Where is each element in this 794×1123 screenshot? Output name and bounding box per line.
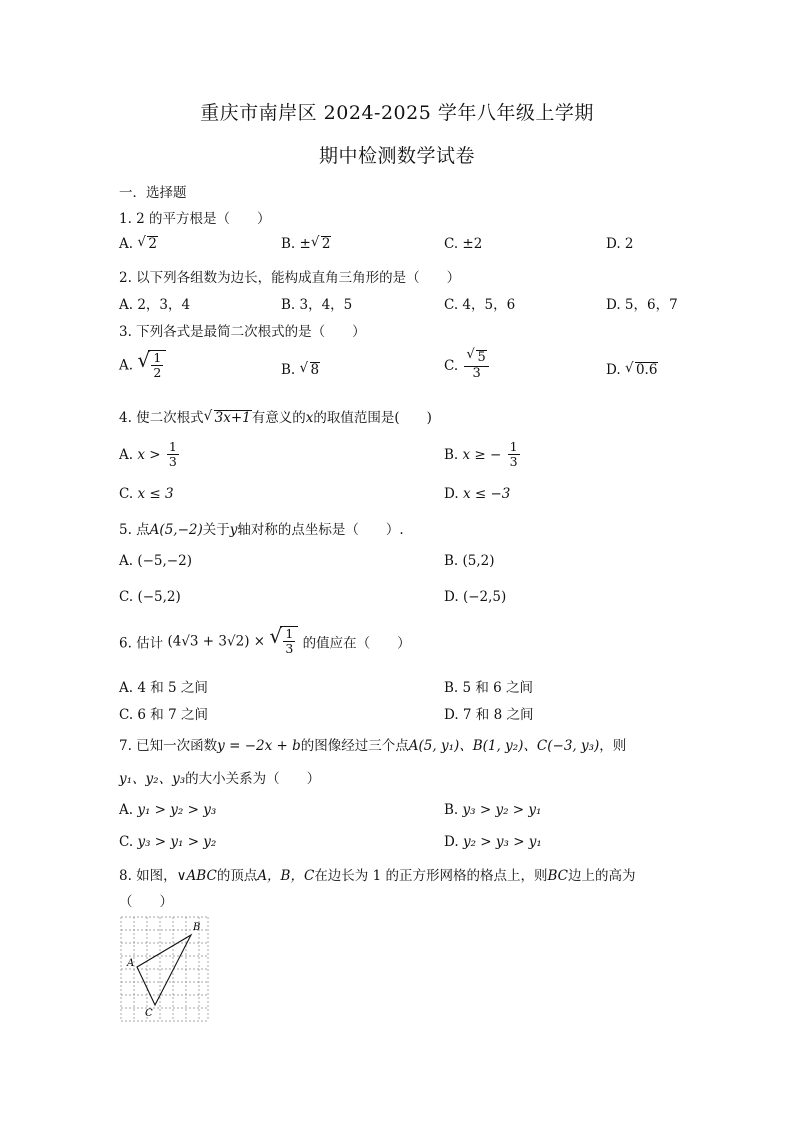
q1-option-a: A. √ 2: [119, 236, 158, 252]
question-4-stem: 4. 使二次根式√ 3x+1有意义的x的取值范围是( ): [119, 406, 432, 426]
q3-option-b: B. √ 8: [281, 362, 320, 378]
q7-option-c: C. y₃ > y₁ > y₂: [119, 834, 217, 850]
question-2-stem: 2. 以下列各组数为边长，能构成直角三角形的是（ ）: [119, 270, 461, 286]
q5-option-b: B. (5,2): [444, 553, 495, 569]
q4-option-b: B. x ≥ − $\frac{1}{3}$: [444, 439, 518, 470]
exam-title-line1: 重庆市南岸区 2024-2025 学年八年级上学期: [200, 102, 594, 124]
q1-option-d: D. 2: [606, 236, 634, 252]
q5-option-c: C. (−5,2): [119, 589, 181, 605]
q6-option-b: B. 5 和 6 之间: [444, 680, 534, 696]
q7-option-a: A. y₁ > y₂ > y₃: [119, 802, 217, 818]
exam-title-line2: 期中检测数学试卷: [318, 145, 475, 167]
q5-option-a: A. (−5,−2): [119, 553, 192, 569]
section-heading: 一．选择题: [119, 185, 187, 201]
q3-option-c: C. √ $\frac{5}{3}$: [444, 350, 491, 382]
question-8-stem-line2: （ ）: [119, 894, 173, 910]
vertex-label-a: A: [127, 958, 135, 969]
triangle-abc: [137, 935, 191, 1005]
q4-option-a: A. x > $\frac{1}{3}$: [119, 439, 177, 470]
q3-option-a: A. √ $\frac{1}{2}$: [119, 350, 166, 381]
q6-option-d: D. 7 和 8 之间: [444, 707, 534, 723]
q2-option-d: D. 5，6，7: [606, 297, 678, 313]
q2-option-c: C. 4，5，6: [444, 297, 516, 313]
q1-option-b: B. ±√ 2: [281, 236, 331, 252]
vertex-label-c: C: [145, 1008, 153, 1019]
question-1-stem: 1. 2 的平方根是（ ）: [119, 211, 271, 227]
q3-option-d: D. √ 0.6: [606, 362, 658, 378]
q7-option-d: D. y₂ > y₃ > y₁: [444, 834, 542, 850]
question-5-stem: 5. 点A(5,−2)关于y轴对称的点坐标是（ ）.: [119, 522, 404, 538]
question-8-stem: 8. 如图，∨ABC的顶点A，B，C在边长为 1 的正方形网格的格点上，则BC边上的高为: [119, 868, 636, 884]
q2-option-a: A. 2，3，4: [119, 297, 191, 313]
q4-option-c: C. x ≤ 3: [119, 486, 174, 502]
question-7-stem-line2: y₁、y₂、y₃的大小关系为（ ）: [119, 771, 321, 787]
q2-option-b: B. 3，4，5: [281, 297, 353, 313]
q7-option-b: B. y₃ > y₂ > y₁: [444, 802, 542, 818]
question-6-stem: 6. 估计 (4√3 + 3√2) × √ $\frac{1}{3}$ 的值应在（ ）: [119, 626, 411, 657]
q5-option-d: D. (−2,5): [444, 589, 507, 605]
q1-option-c: C. ±2: [444, 236, 483, 252]
question-7-stem: 7. 已知一次函数y = −2x + b的图像经过三个点A(5, y₁)、B(1, y₂)、C(−3, y₃)，则: [119, 738, 627, 754]
triangle-grid-figure: [119, 915, 211, 1025]
q6-option-c: C. 6 和 7 之间: [119, 707, 208, 723]
question-3-stem: 3. 下列各式是最简二次根式的是（ ）: [119, 324, 366, 340]
vertex-label-b: B: [193, 922, 201, 933]
q4-option-d: D. x ≤ −3: [444, 486, 511, 502]
q6-option-a: A. 4 和 5 之间: [119, 680, 208, 696]
